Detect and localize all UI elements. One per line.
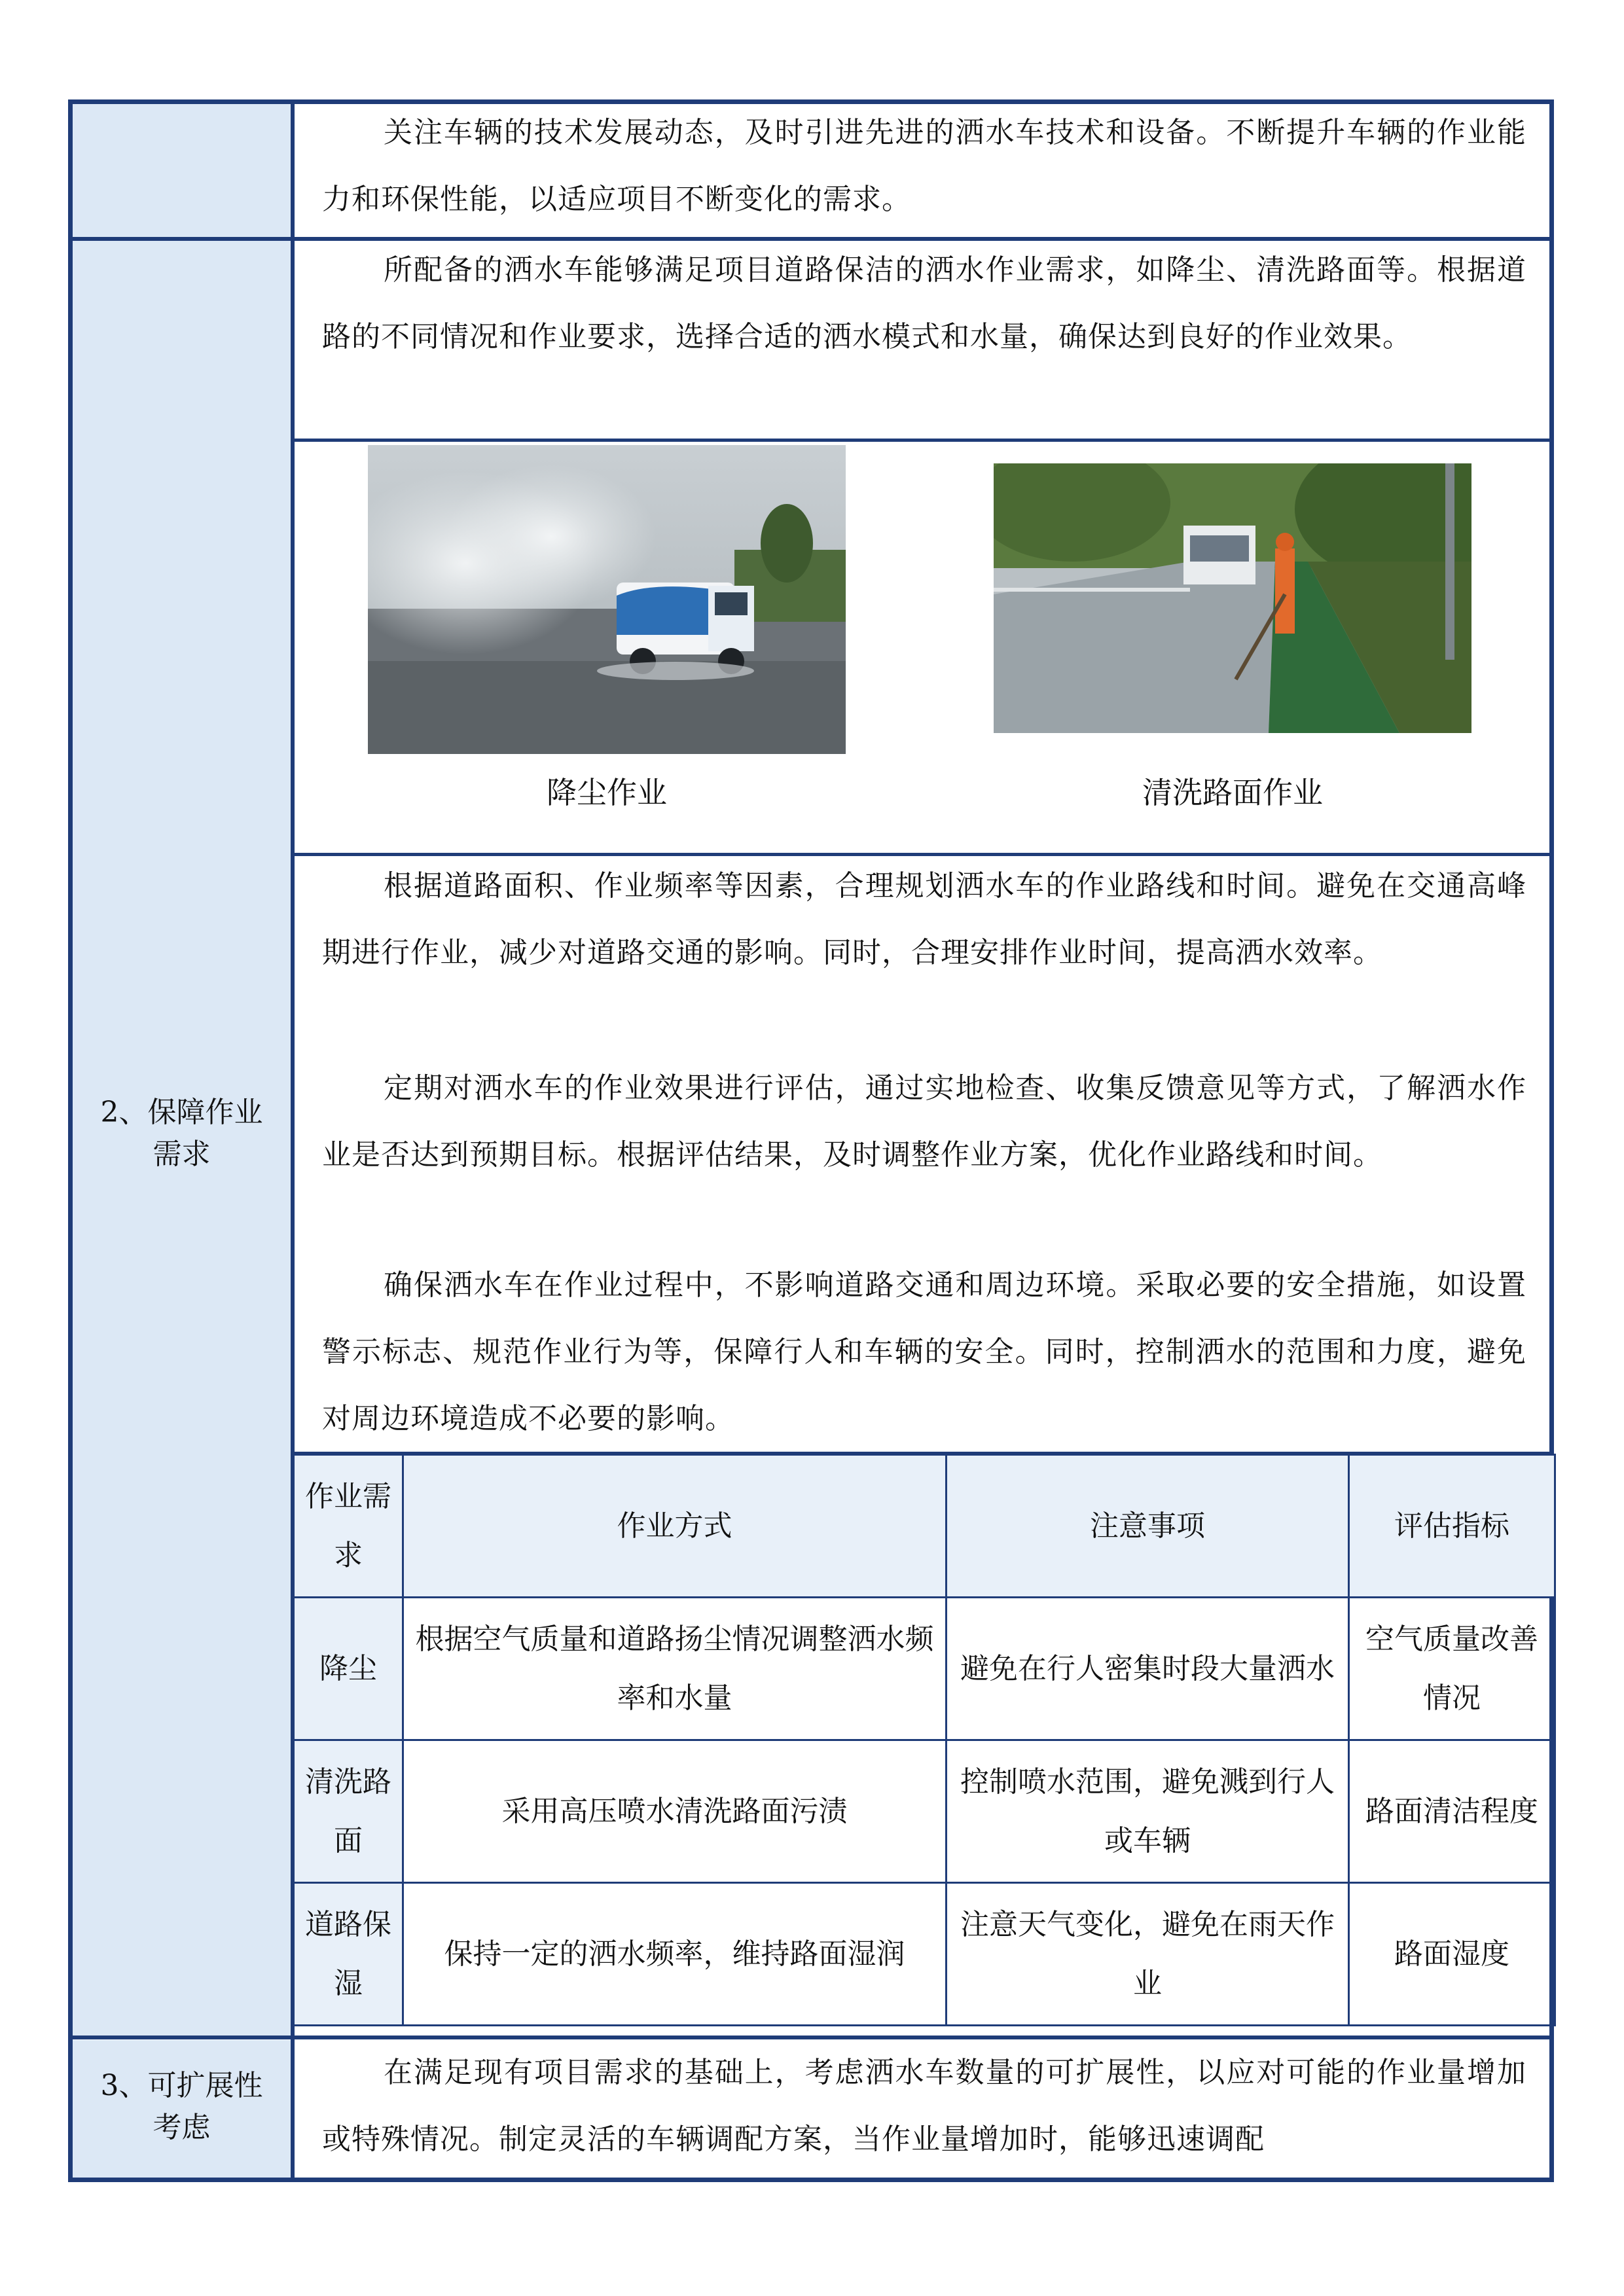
table-header-cell: 作业方式 — [403, 1455, 947, 1598]
table-header-cell: 评估指标 — [1349, 1455, 1555, 1598]
table-cell: 避免在行人密集时段大量洒水 — [947, 1598, 1349, 1740]
table-cell: 路面湿度 — [1349, 1883, 1555, 2026]
road-cleaning-photo — [994, 463, 1471, 733]
table-cell: 注意天气变化，避免在雨天作业 — [947, 1883, 1349, 2026]
section-3-paragraph: 在满足现有项目需求的基础上，考虑洒水车数量的可扩展性，以应对可能的作业量增加或特殊情况。制定灵活的车辆调配方案，当作业量增加时，能够迅速调配 — [322, 2056, 1526, 2156]
table-cell: 空气质量改善情况 — [1349, 1598, 1555, 1740]
table-cell: 降尘 — [294, 1598, 403, 1740]
section-2-paragraph-3: 确保洒水车在作业过程中，不影响道路交通和周边环境。采取必要的安全措施，如设置警示标志、规范作业行为等，保障行人和车辆的安全。同时，控制洒水的范围和力度，避免对周边环境造成不必要的影响。 — [322, 1268, 1526, 1435]
table-header-cell: 注意事项 — [947, 1455, 1349, 1598]
table-cell: 保持一定的洒水频率，维持路面湿润 — [403, 1883, 947, 2026]
photo-caption-dust: 降尘作业 — [547, 775, 667, 810]
table-row — [294, 1883, 1555, 2026]
requirements-table — [293, 1454, 1556, 2026]
left-cell-section-3 — [73, 2040, 291, 2178]
table-header-cell: 作业需求 — [294, 1455, 403, 1598]
section-2-paragraph-1: 根据道路面积、作业频率等因素，合理规划洒水车的作业路线和时间。避免在交通高峰期进行作业，减少对道路交通的影响。同时，合理安排作业时间，提高洒水效率。 — [322, 869, 1526, 969]
left-cell-top — [73, 104, 291, 238]
table-row — [294, 1740, 1555, 1883]
table-cell: 采用高压喷水清洗路面污渍 — [403, 1740, 947, 1883]
section-2-intro: 所配备的洒水车能够满足项目道路保洁的洒水作业需求，如降尘、清洗路面等。根据道路的不同情况和作业要求，选择合适的洒水模式和水量，确保达到良好的作业效果。 — [322, 253, 1526, 353]
table-row — [294, 1598, 1555, 1740]
table-header-row — [294, 1455, 1555, 1598]
table-cell: 控制喷水范围，避免溅到行人或车辆 — [947, 1740, 1349, 1883]
section-2-paragraph-2: 定期对洒水车的作业效果进行评估，通过实地检查、收集反馈意见等方式，了解洒水作业是否达到预期目标。根据评估结果，及时调整作业方案，优化作业路线和时间。 — [322, 1071, 1526, 1172]
section-2-label: 2、保障作业需求 — [100, 1096, 263, 1171]
photo-caption-cleaning: 清洗路面作业 — [1142, 775, 1323, 810]
top-paragraph: 关注车辆的技术发展动态，及时引进先进的洒水车技术和设备。不断提升车辆的作业能力和环保性能，以适应项目不断变化的需求。 — [322, 116, 1526, 216]
row-divider — [293, 439, 1554, 442]
table-cell: 根据空气质量和道路扬尘情况调整洒水频率和水量 — [403, 1598, 947, 1740]
table-cell: 道路保湿 — [294, 1883, 403, 2026]
table-cell: 路面清洁程度 — [1349, 1740, 1555, 1883]
section-3-label: 3、可扩展性考虑 — [100, 2069, 263, 2144]
left-cell-section-2 — [73, 241, 291, 2037]
water-truck-spraying-photo — [368, 445, 846, 754]
table-cell: 清洗路面 — [294, 1740, 403, 1883]
